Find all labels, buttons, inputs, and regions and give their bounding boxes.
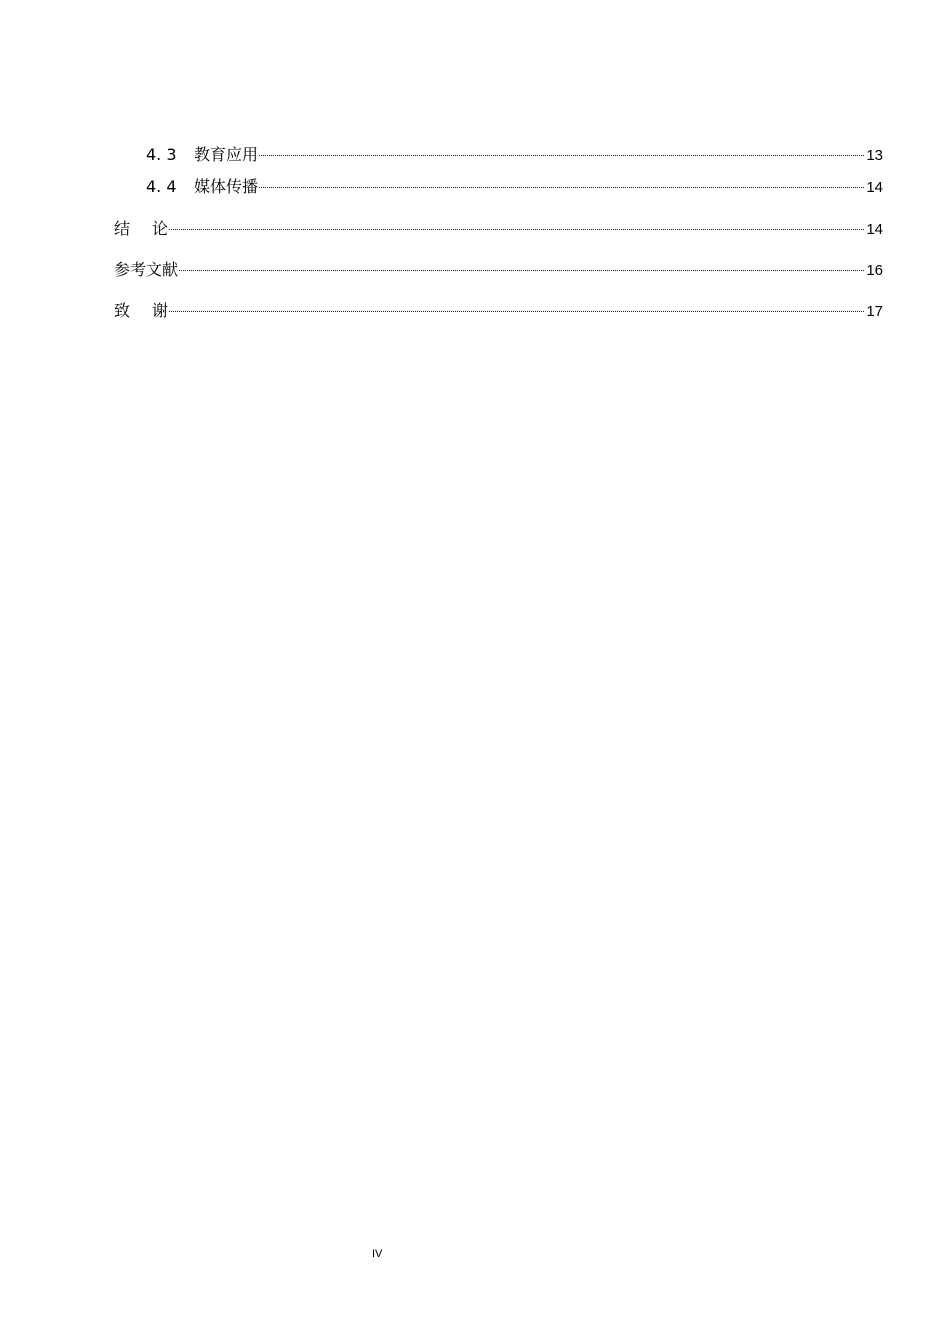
toc-section-title: 参考文献	[114, 260, 179, 279]
toc-entry-acknowledgements[interactable]	[114, 300, 883, 322]
toc-page-number: 17	[866, 303, 883, 320]
toc-leader-dots	[169, 310, 864, 312]
toc-section-number: 4. 3	[146, 145, 177, 164]
toc-leader-dots	[259, 186, 864, 188]
toc-entry-references[interactable]	[114, 259, 883, 281]
toc-page-number: 14	[866, 179, 883, 196]
toc-title-char: 论	[152, 219, 169, 238]
toc-section-title	[114, 300, 168, 322]
toc-entry-4-3[interactable]	[146, 144, 883, 166]
toc-page-number: 14	[866, 221, 883, 238]
toc-entry-4-4[interactable]	[146, 176, 883, 198]
toc-page-number: 13	[866, 147, 883, 164]
toc-leader-dots	[169, 228, 864, 230]
toc-leader-dots	[179, 269, 864, 271]
toc-title-char: 致	[114, 301, 153, 320]
toc-section-number: 4. 4	[146, 177, 177, 196]
page-number-footer: IV	[372, 1248, 383, 1260]
toc-entry-conclusion[interactable]	[114, 218, 883, 240]
toc-page-number: 16	[866, 262, 883, 279]
toc-section-title: 教育应用	[194, 145, 259, 164]
toc-section-title	[114, 218, 168, 240]
toc-leader-dots	[259, 154, 864, 156]
toc-title-char: 谢	[152, 301, 169, 320]
toc-title-char: 结	[114, 219, 153, 238]
table-of-contents	[0, 0, 950, 400]
toc-section-title: 媒体传播	[194, 177, 259, 196]
